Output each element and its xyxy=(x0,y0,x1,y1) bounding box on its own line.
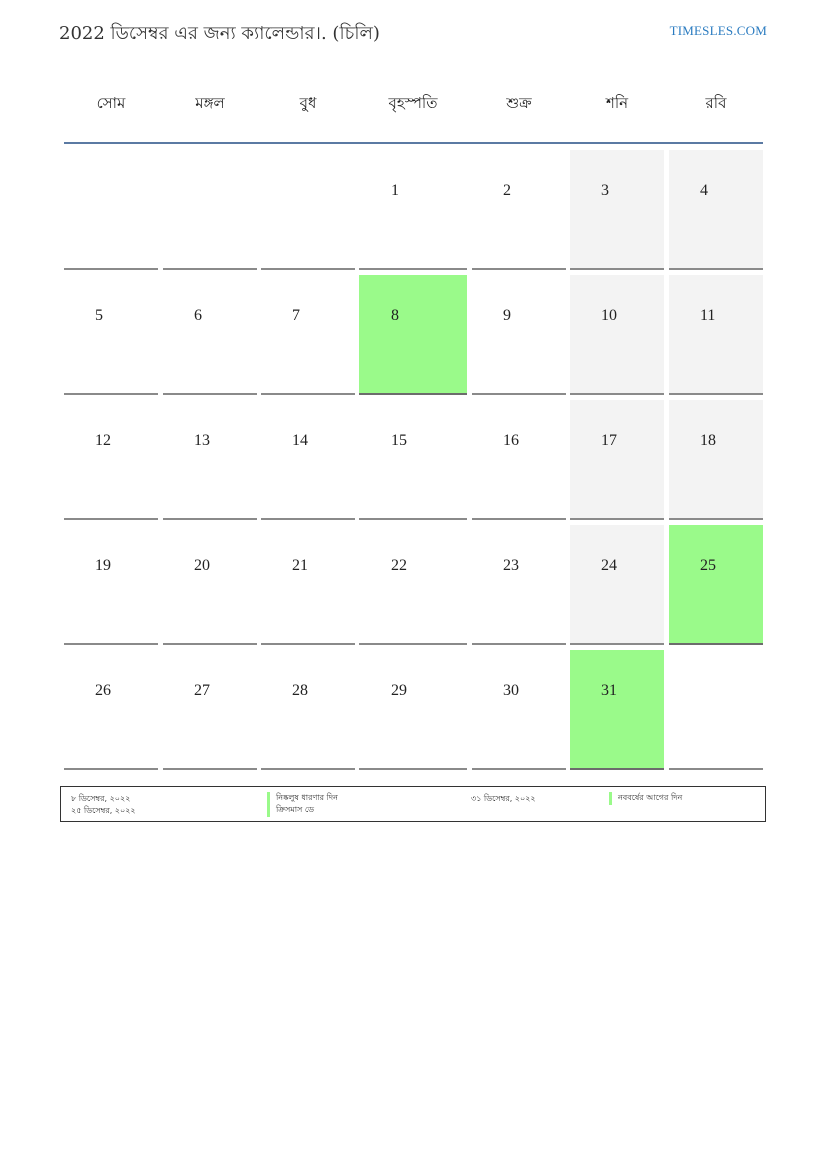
day-cell[interactable] xyxy=(359,650,467,770)
weekday-friday: শুক্র xyxy=(506,94,532,112)
day-cell[interactable] xyxy=(64,650,158,770)
day-cell[interactable] xyxy=(163,275,257,395)
day-number: 23 xyxy=(503,557,519,574)
day-number: 16 xyxy=(503,432,519,449)
day-cell[interactable] xyxy=(669,400,763,520)
day-cell[interactable] xyxy=(261,275,355,395)
day-number: 18 xyxy=(700,432,716,449)
day-cell[interactable] xyxy=(64,400,158,520)
day-cell[interactable] xyxy=(472,150,566,270)
holiday-day-cell[interactable] xyxy=(359,275,467,395)
day-number: 9 xyxy=(503,307,511,324)
weekday-header xyxy=(64,88,763,118)
day-cell[interactable] xyxy=(64,275,158,395)
day-cell[interactable] xyxy=(472,525,566,645)
day-number: 21 xyxy=(292,557,308,574)
legend-holiday-name: ক্রিসমাস ডে xyxy=(267,804,314,817)
day-number: 11 xyxy=(700,307,716,324)
day-number: 20 xyxy=(194,557,210,574)
day-cell[interactable] xyxy=(472,275,566,395)
day-cell[interactable] xyxy=(261,650,355,770)
holiday-day-cell[interactable] xyxy=(570,650,664,770)
day-cell[interactable] xyxy=(472,400,566,520)
legend-date: ৩১ ডিসেম্বর, ২০২২ xyxy=(471,794,536,803)
day-cell[interactable] xyxy=(669,275,763,395)
day-cell[interactable] xyxy=(570,525,664,645)
day-number: 25 xyxy=(700,557,716,574)
day-number: 10 xyxy=(601,307,617,324)
holiday-day-cell[interactable] xyxy=(669,525,763,645)
empty-day-cell[interactable] xyxy=(64,150,158,270)
day-number: 6 xyxy=(194,307,202,324)
day-number: 30 xyxy=(503,682,519,699)
weekday-sunday: রবি xyxy=(705,94,727,112)
day-cell[interactable] xyxy=(570,150,664,270)
day-number: 27 xyxy=(194,682,210,699)
empty-day-cell[interactable] xyxy=(163,150,257,270)
day-number: 3 xyxy=(601,182,609,199)
day-cell[interactable] xyxy=(359,525,467,645)
day-number: 14 xyxy=(292,432,308,449)
day-number: 2 xyxy=(503,182,511,199)
day-cell[interactable] xyxy=(261,525,355,645)
day-number: 24 xyxy=(601,557,617,574)
legend-holiday-name: নববর্ষের আগের দিন xyxy=(609,792,682,805)
day-cell[interactable] xyxy=(64,525,158,645)
day-number: 7 xyxy=(292,307,300,324)
site-link[interactable]: TIMESLES.COM xyxy=(669,23,767,38)
holiday-legend xyxy=(60,786,766,822)
empty-day-cell[interactable] xyxy=(261,150,355,270)
day-number: 12 xyxy=(95,432,111,449)
weekday-wednesday: বুধ xyxy=(299,94,317,112)
day-number: 29 xyxy=(391,682,407,699)
day-cell[interactable] xyxy=(359,400,467,520)
weekday-tuesday: মঙ্গল xyxy=(195,94,225,112)
legend-date: ৮ ডিসেম্বর, ২০২২ xyxy=(71,794,131,803)
empty-day-cell[interactable] xyxy=(669,650,763,770)
day-number: 22 xyxy=(391,557,407,574)
day-number: 15 xyxy=(391,432,407,449)
day-cell[interactable] xyxy=(261,400,355,520)
day-number: 5 xyxy=(95,307,103,324)
weekday-saturday: শনি xyxy=(605,94,629,112)
weekday-thursday: বৃহস্পতি xyxy=(388,94,438,112)
day-cell[interactable] xyxy=(669,150,763,270)
day-number: 13 xyxy=(194,432,210,449)
day-cell[interactable] xyxy=(570,275,664,395)
day-cell[interactable] xyxy=(163,650,257,770)
day-cell[interactable] xyxy=(163,525,257,645)
day-cell[interactable] xyxy=(163,400,257,520)
weekday-monday: সোম xyxy=(96,94,126,112)
day-cell[interactable] xyxy=(472,650,566,770)
page-title: 2022 ডিসেম্বর এর জন্য ক্যালেন্ডার।. (চিলি) xyxy=(59,23,380,44)
day-number: 4 xyxy=(700,182,708,199)
legend-date: ২৫ ডিসেম্বর, ২০২২ xyxy=(71,806,136,815)
day-number: 17 xyxy=(601,432,617,449)
header-divider xyxy=(64,142,763,144)
day-cell[interactable] xyxy=(570,400,664,520)
day-number: 8 xyxy=(391,307,399,324)
legend-holiday-name: নিষ্কলুষ ধারণার দিন xyxy=(267,792,338,805)
day-number: 31 xyxy=(601,682,617,699)
day-number: 28 xyxy=(292,682,308,699)
day-number: 26 xyxy=(95,682,111,699)
day-cell[interactable] xyxy=(359,150,467,270)
day-number: 19 xyxy=(95,557,111,574)
day-number: 1 xyxy=(391,182,399,199)
